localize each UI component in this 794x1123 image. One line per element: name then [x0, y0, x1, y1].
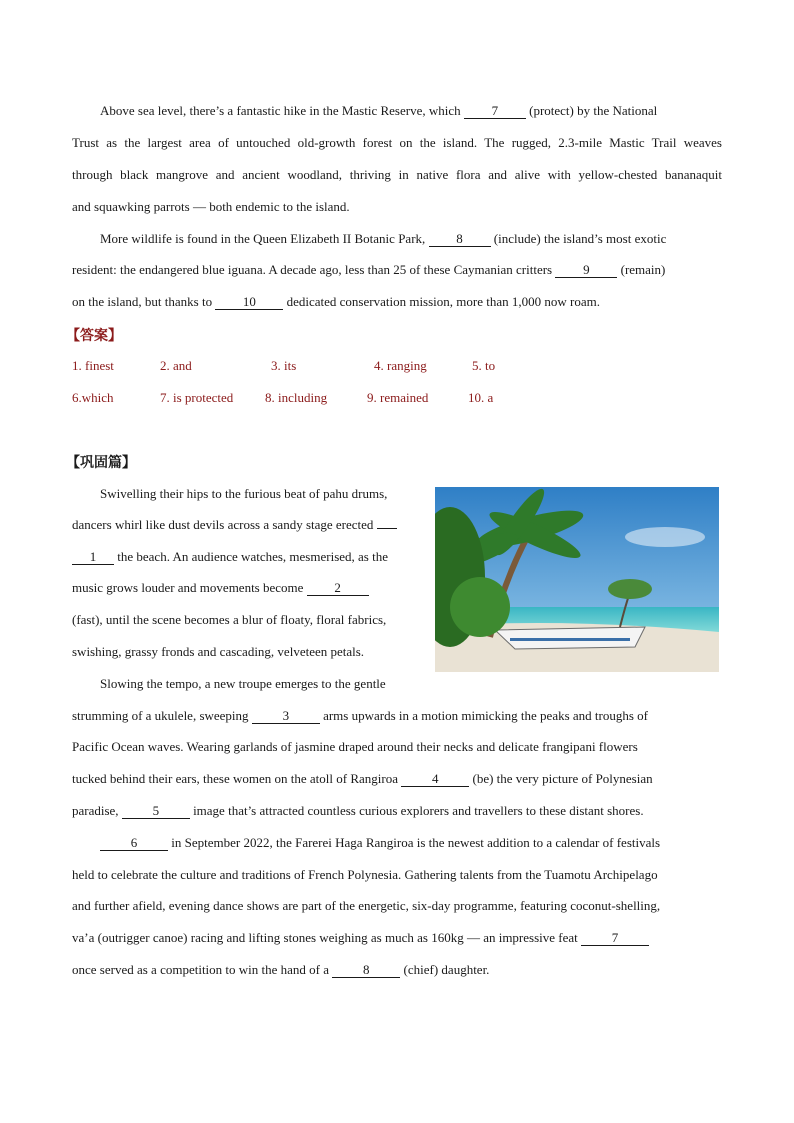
blank-4[interactable]: 4 — [401, 772, 469, 787]
p2-line-10: tucked behind their ears, these women on the atoll of Rangiroa 4 (be) the very picture of Polynesian — [72, 771, 653, 786]
answer-5: 5. to — [472, 358, 496, 373]
blank-9[interactable]: 9 — [555, 263, 617, 278]
p2-line-16: once served as a competition to win the hand of a 8 (chief) daughter. — [72, 962, 490, 977]
blank-3[interactable]: 3 — [252, 709, 320, 724]
p2-line-2: dancers whirl like dust devils across a sandy stage erected — [72, 517, 432, 533]
answer-1: 1. finest — [72, 358, 114, 373]
p2-line-5: (fast), until the scene becomes a blur of floaty, floral fabrics, — [72, 612, 387, 627]
answer-7: 7. is protected — [160, 390, 234, 405]
answer-8: 8. including — [265, 390, 328, 405]
answers-heading: 【答案】 — [66, 328, 122, 344]
blank-8[interactable]: 8 — [429, 232, 491, 247]
p1-line-7: on the island, but thanks to 10 dedicated conservation mission, more than 1,000 now roam. — [72, 294, 600, 309]
blank-7[interactable]: 7 — [464, 104, 526, 119]
blank-7b[interactable]: 7 — [581, 931, 649, 946]
p2-line-9: Pacific Ocean waves. Wearing garlands of jasmine draped around their necks and delicate frangipani flowers — [72, 739, 638, 754]
blank-2[interactable]: 2 — [307, 581, 369, 596]
p2-line-8: strumming of a ukulele, sweeping 3 arms upwards in a motion mimicking the peaks and troughs of — [72, 708, 649, 723]
p2-line-6: swishing, grassy fronds and cascading, velveteen petals. — [72, 644, 365, 659]
p2-line-3: 1 the beach. An audience watches, mesmerised, as the — [72, 549, 422, 565]
answer-3: 3. its — [271, 358, 297, 373]
p2-line-15: va’a (outrigger canoe) racing and lifting stones weighing as much as 160kg — an impressive feat 7 — [72, 930, 722, 946]
p1-line-6: resident: the endangered blue iguana. A decade ago, less than 25 of these Caymanian critters 9 (remain) — [72, 262, 666, 277]
section-heading: 【巩固篇】 — [66, 455, 136, 471]
answer-6: 6.which — [72, 390, 114, 405]
p2-line-13: held to celebrate the culture and traditions of French Polynesia. Gathering talents from the Tuamotu Archipelago — [72, 867, 658, 882]
p1-line-5: More wildlife is found in the Queen Elizabeth II Botanic Park, 8 (include) the island’s most exotic — [100, 231, 667, 246]
p1-line-3: through black mangrove and ancient woodland, thriving in native flora and alive with yellow-chested bananaquit — [72, 167, 722, 182]
blank-8b[interactable]: 8 — [332, 963, 400, 978]
blank-1[interactable]: 1 — [72, 550, 114, 565]
beach-photo — [435, 487, 719, 672]
beach-palm-image — [435, 487, 719, 672]
blank-1-lead — [377, 528, 397, 529]
p2-line-14: and further afield, evening dance shows are part of the energetic, six-day programme, featuring coconut-shelling, — [72, 898, 661, 913]
p2-line-1: Swivelling their hips to the furious beat of pahu drums, — [100, 486, 388, 501]
p1-line-4: and squawking parrots — both endemic to the island. — [72, 199, 350, 214]
blank-5[interactable]: 5 — [122, 804, 190, 819]
p1-line-1: Above sea level, there’s a fantastic hike in the Mastic Reserve, which 7 (protect) by the National — [100, 103, 658, 118]
answer-10: 10. a — [468, 390, 494, 405]
p2-line-12: 6 in September 2022, the Farerei Haga Rangiroa is the newest addition to a calendar of festivals — [100, 835, 722, 851]
blank-6[interactable]: 6 — [100, 836, 168, 851]
blank-10[interactable]: 10 — [215, 295, 283, 310]
p1-line-2: Trust as the largest area of untouched old-growth forest on the island. The rugged, 2.3-mile Mastic Trail weaves — [72, 135, 722, 150]
p2-line-11: paradise, 5 image that’s attracted countless curious explorers and travellers to these distant shores. — [72, 803, 644, 818]
p2-line-7: Slowing the tempo, a new troupe emerges to the gentle — [100, 676, 386, 691]
answer-4: 4. ranging — [374, 358, 427, 373]
p2-line-4: music grows louder and movements become 2 — [72, 580, 422, 596]
answer-9: 9. remained — [367, 390, 429, 405]
answer-2: 2. and — [160, 358, 192, 373]
